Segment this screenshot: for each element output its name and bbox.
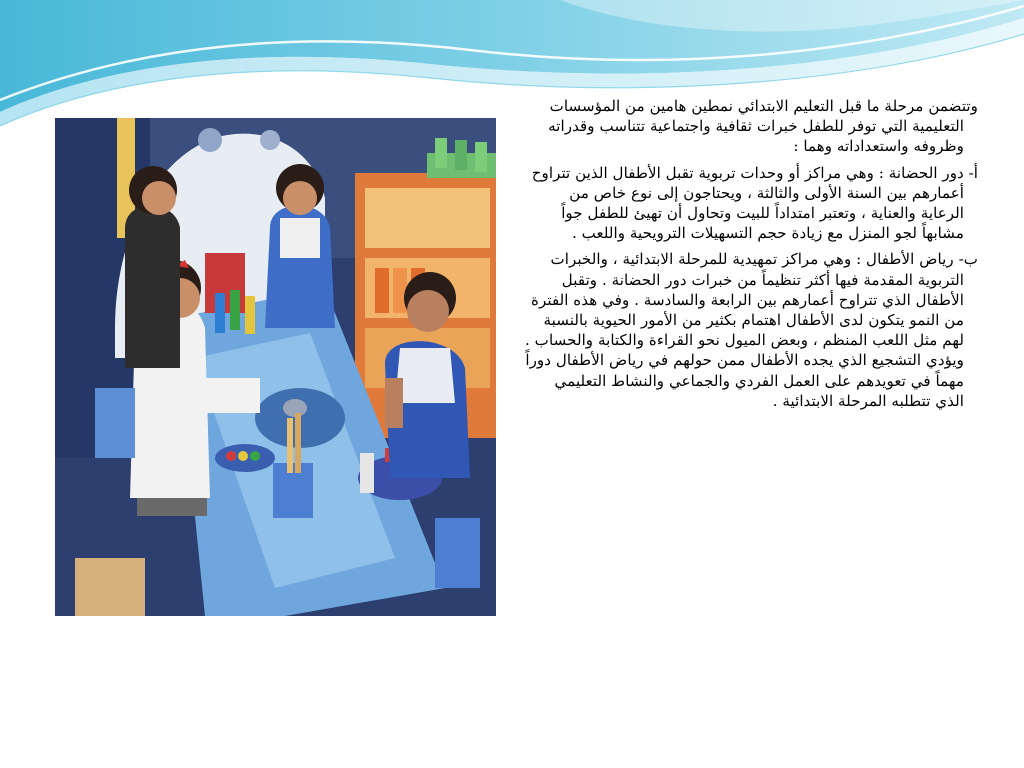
nurseries-paragraph: أ- دور الحضانة : وهي مراكز أو وحدات تربوية تقبل الأطفال الذين تتراوح أعمارهم بين السنة الأولى والثالثة ، ويحتاجون إلى نوع خاص من الرعاية والعناية ، وتعتبر امتداداً للبيت وتحاول أن تهيئ للطفل جواً مشابهاً لجو المنزل مع زيادة حجم التسهيلات الترويحية واللعب . — [531, 163, 978, 243]
slide-text — [522, 96, 978, 417]
classroom-photo — [55, 118, 496, 616]
intro-paragraph: وتتضمن مرحلة ما قبل التعليم الابتدائي نمطين هامين من المؤسسات التعليمية التي توفر للطفل خبرات ثقافية واجتماعية تتناسب وقدراته وظروفه واستعداداته وهما : — [548, 97, 978, 156]
kindergartens-paragraph: ب- رياض الأطفال : وهي مراكز تمهيدية للمرحلة الابتدائية ، والخبرات التربوية المقدمة فيها أكثر تنظيماً من خبرات دور الحضانة . وتقبل الأطفال الذي تتراوح أعمارهم بين الرابعة والسادسة . وفي هذه الفترة من النمو يتكون لدى الأطفال اهتمام بكثير من الأمور الحيوية بالنسبة لهم مثل اللعب المنظم ، وبعض الميول نحو القراءة والكتابة والحساب . ويؤدي التشجيع الذي يجده الأطفال ممن حولهم في رياض الأطفال دوراً مهماً في تعويدهم على العمل الفردي والجماعي والنشاط التعليمي الذي تتطلبه المرحلة الابتدائية . — [525, 250, 978, 410]
